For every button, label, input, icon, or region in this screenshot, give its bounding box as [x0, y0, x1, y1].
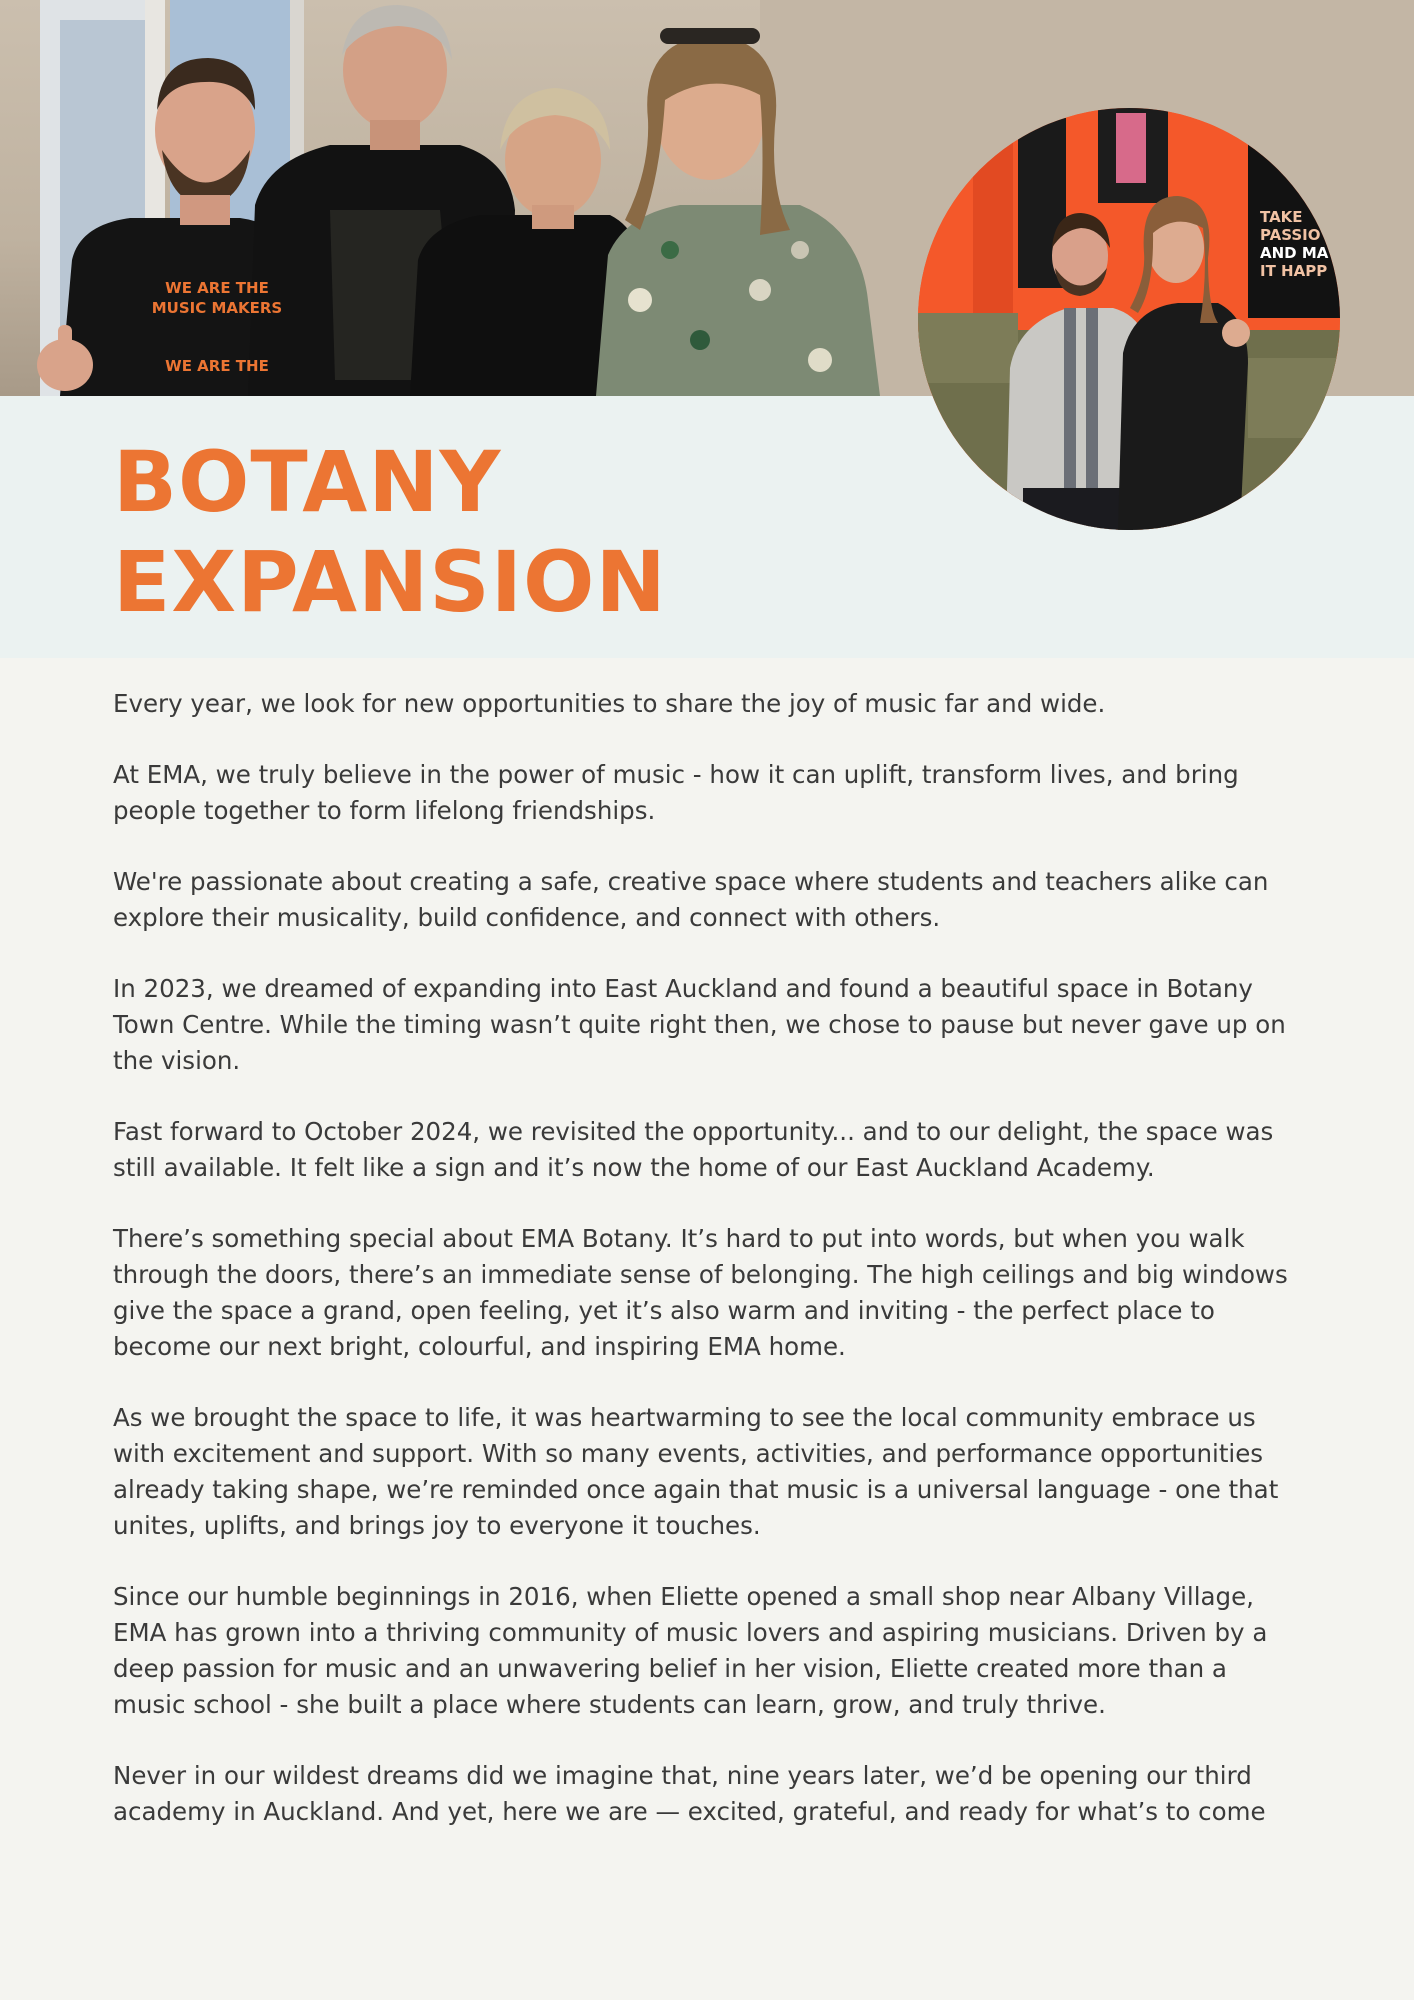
circle-photo-illustration: [918, 108, 1340, 530]
poster-text-line: IT HAPP: [1260, 262, 1328, 280]
shirt-print-line: MUSIC MAKERS: [151, 299, 283, 317]
paragraph: There’s something special about EMA Botany. It’s hard to put into words, but when you walk through the doors, there’s an immediate sense of belonging. The high ceilings and big windows give the space a grand, open feeling, yet it’s also warm and inviting - the perfect place to become our next bright, colourful, and inspiring EMA home.: [113, 1224, 1288, 1361]
paragraph: Fast forward to October 2024, we revisited the opportunity... and to our delight, the space was still available. It felt like a sign and it’s now the home of our East Auckland Academy.: [113, 1117, 1274, 1182]
poster-text-line: PASSIO: [1260, 226, 1321, 244]
article-body: [113, 686, 1293, 1865]
paragraph: We're passionate about creating a safe, creative space where students and teachers alike can explore their musicality, build confidence, and connect with others.: [113, 867, 1269, 932]
circle-photo: [918, 108, 1340, 530]
page-title-line: EXPANSION: [113, 533, 667, 631]
poster-text-line: AND MA: [1260, 244, 1329, 262]
page-title: [113, 432, 913, 632]
paragraph: Every year, we look for new opportunities to share the joy of music far and wide.: [113, 689, 1106, 718]
shirt-print-line: WE ARE THE: [165, 357, 269, 375]
poster-text-line: TAKE: [1260, 208, 1303, 226]
paragraph: At EMA, we truly believe in the power of music - how it can uplift, transform lives, and bring people together to form lifelong friendships.: [113, 760, 1239, 825]
shirt-print: [142, 278, 292, 376]
shirt-print-line: WE ARE THE: [165, 279, 269, 297]
poster-text: [1260, 208, 1340, 280]
page-title-line: BOTANY: [113, 433, 502, 531]
paragraph: In 2023, we dreamed of expanding into East Auckland and found a beautiful space in Botany Town Centre. While the timing wasn’t quite right then, we chose to pause but never gave up on the vision.: [113, 974, 1286, 1075]
paragraph: As we brought the space to life, it was heartwarming to see the local community embrace us with excitement and support. With so many events, activities, and performance opportunities already taking shape, we’re reminded once again that music is a universal language - one that unites, uplifts, and brings joy to everyone it touches.: [113, 1403, 1279, 1540]
paragraph: Since our humble beginnings in 2016, when Eliette opened a small shop near Albany Village, EMA has grown into a thriving community of music lovers and aspiring musicians. Driven by a deep passion for music and an unwavering belief in her vision, Eliette created more than a music school - she built a place where students can learn, grow, and truly thrive.: [113, 1582, 1268, 1719]
paragraph: Never in our wildest dreams did we imagine that, nine years later, we’d be opening our third academy in Auckland. And yet, here we are — excited, grateful, and ready for what’s to come: [113, 1761, 1266, 1826]
